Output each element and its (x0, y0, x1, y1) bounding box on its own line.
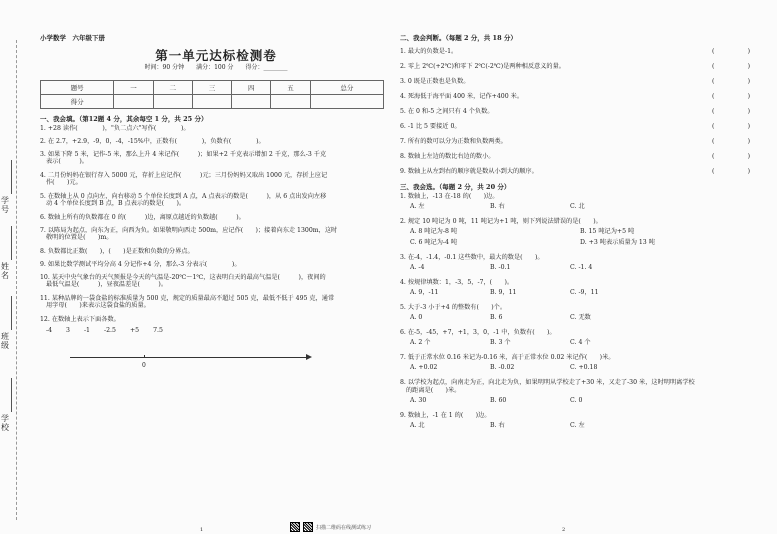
binding-class-label: 班级 (1, 332, 9, 350)
plot-number: -1 (83, 327, 90, 334)
choice-question-4: 4. 按规律填数：1，-3，5，-7，( )。 (400, 279, 514, 286)
answer-paren[interactable]: ( ) (712, 168, 750, 175)
judge-item: 5. 在 0 和-5 之间只有 4 个负数。 ( ) (400, 108, 750, 115)
question-1-7-cont: 敬明的位置是( )m。 (46, 234, 113, 241)
option[interactable]: C. 左 (570, 422, 585, 429)
plot-number: 3 (66, 327, 70, 334)
option[interactable]: C. 0 (570, 397, 583, 404)
question-1-7: 7. 以陈局为起点，向东为正，向西为负。如果敬明向西走 500m，应记作( )；接着向东走 1300m，这时 (40, 227, 338, 234)
score-cell: 五 (271, 81, 310, 95)
score-cell: 一 (114, 81, 153, 95)
page-title: 第一单元达标检测卷 (155, 48, 277, 63)
right-column (400, 34, 750, 437)
option[interactable]: A. 2 个 (410, 339, 431, 346)
student-no-blank (11, 160, 12, 194)
plot-number: +5 (129, 327, 140, 334)
score-cell: 总分 (310, 81, 383, 95)
school-blank (11, 378, 12, 412)
subject-header: 小学数学 六年级下册 (40, 34, 105, 42)
score-input-cell[interactable] (114, 95, 153, 109)
option[interactable]: B. 6 (490, 314, 503, 321)
option[interactable]: B. -0.02 (490, 364, 515, 371)
answer-paren[interactable]: ( ) (712, 48, 750, 55)
exam-meta: 时间：90 分钟 满分：100 分 得分：________ (144, 64, 288, 71)
option[interactable]: A. 30 (410, 397, 427, 404)
choice-question-2: 2. 规定 10 吨记为 0 吨，11 吨记为+1 吨，则下列说法错误的是( )。 (400, 218, 602, 225)
score-input-cell[interactable] (153, 95, 192, 109)
judge-item: 6. -1 比 5 要接近 0。 ( ) (400, 123, 750, 130)
question-1-3-cont: 表示( )。 (46, 158, 88, 165)
number-line-axis (70, 357, 310, 358)
option[interactable]: B. 60 (490, 397, 507, 404)
score-table-score-row (41, 95, 384, 109)
left-column (40, 34, 392, 375)
option[interactable]: A. 8 吨记为-8 吨 (410, 228, 458, 235)
question-1-12: 12. 在数轴上表示下面各数。 (40, 316, 120, 323)
options-6 (400, 339, 750, 347)
option[interactable]: B. 右 (490, 203, 505, 210)
footer (290, 522, 371, 532)
option[interactable]: B. 右 (490, 422, 505, 429)
answer-paren[interactable]: ( ) (712, 138, 750, 145)
option[interactable]: A. 9，-11 (410, 289, 439, 296)
number-line-origin-tick (144, 355, 145, 358)
options-7 (400, 364, 750, 372)
question-1-5-cont: 动 4 个单位长度到 B 点，B 点表示的数是( )。 (46, 200, 186, 207)
choice-question-5: 5. 大于-3 小于+4 的整数有( )个。 (400, 304, 507, 311)
options-5 (400, 314, 750, 322)
plot-number: 7.5 (153, 327, 163, 334)
question-1-4: 4. 二月份妈妈在银行存入 5000 元，存折上应记作( )元；三月份妈妈又取出 1000 元，存折上应记 (40, 172, 328, 179)
option[interactable]: D. +3 吨表示质量为 13 吨 (580, 239, 655, 246)
score-cell: 二 (153, 81, 192, 95)
qr-code-icon[interactable] (290, 522, 300, 532)
question-1-5: 5. 在数轴上从 0 点向左，向右移动 5 个单位长度到 A 点，A 点表示的数是( )，从 6 点出发向左移 (40, 193, 327, 200)
score-cell: 得分 (41, 95, 114, 109)
binding-dashed-line (16, 40, 17, 520)
answer-paren[interactable]: ( ) (712, 153, 750, 160)
option[interactable]: C. 无数 (570, 314, 591, 321)
number-line-zero-label: 0 (142, 362, 146, 369)
section2-title: 二、我会判断。（每题 2 分，共 18 分） (400, 34, 517, 42)
question-1-9: 9. 如果比数学测试平均分高 4 分记作+4 分，那么-3 分表示( )。 (40, 261, 241, 268)
judge-item: 9. 数轴上从左到右的顺序就是数从小到大的顺序。 ( ) (400, 168, 750, 175)
page-number-left: 1 (200, 527, 204, 533)
binding-school-label: 学校 (1, 414, 9, 432)
judge-item: 8. 数轴上左边的数比右边的数小。 ( ) (400, 153, 750, 160)
page-number-right: 2 (562, 527, 566, 533)
option[interactable]: A. 左 (410, 203, 425, 210)
section3-title: 三、我会选。（每题 2 分，共 20 分） (400, 183, 511, 191)
judge-item: 4. 死海低于海平面 400 米，记作+400 米。 ( ) (400, 93, 750, 100)
score-cell: 三 (192, 81, 231, 95)
score-input-cell[interactable] (232, 95, 271, 109)
choice-question-9: 9. 数轴上，-1 在 1 的( )边。 (400, 412, 491, 419)
qr-code-icon[interactable] (303, 522, 313, 532)
plot-number: -2.5 (104, 327, 116, 334)
choice-question-7: 7. 低于正常水位 0.16 米记为-0.16 米，高于正常水位 0.02 米记作( )米。 (400, 354, 615, 361)
option[interactable]: C. 北 (570, 203, 585, 210)
question-1-2: 2. 在 2.7，+2.9，-9，0，-4，-15%中，正数有( )，负数有( )。 (40, 138, 265, 145)
option[interactable]: C. 4 个 (570, 339, 591, 346)
option[interactable]: A. 0 (410, 314, 423, 321)
option[interactable]: B. 15 吨记为+5 吨 (580, 228, 635, 235)
options-1 (400, 203, 750, 211)
options-9 (400, 422, 750, 430)
binding-name-label: 姓名 (1, 262, 9, 280)
options-3 (400, 264, 750, 272)
choice-question-6: 6. 在-5，-45，+7，+1，3，0，-1 中，负数有( )。 (400, 329, 556, 336)
option[interactable]: A. -4 (410, 264, 425, 271)
choice-question-8-cont: 的距离是( )米。 (406, 387, 461, 394)
number-line-arrow (306, 354, 312, 360)
judge-item: 7. 所有的数可以分为正数和负数两类。 ( ) (400, 138, 750, 145)
choice-question-8: 8. 以学校为起点，向南走为正，向北走为负，如果明明从学校走了+30 米，又走了-30 米，这时明明离学校 (400, 379, 695, 386)
answer-paren[interactable]: ( ) (712, 108, 750, 115)
choice-question-3: 3. 在-4，-1.4，-0.1 这些数中，最大的数是( )。 (400, 254, 544, 261)
question-1-11-cont: 用字母( )来表示这袋食盐的质量。 (46, 302, 150, 309)
score-input-cell[interactable] (271, 95, 310, 109)
option[interactable]: C. -1. 4 (570, 264, 593, 271)
score-table (40, 80, 384, 109)
name-blank (11, 226, 12, 260)
score-table-header-row (41, 81, 384, 95)
number-line (40, 335, 392, 375)
options-8 (400, 397, 750, 405)
answer-paren[interactable]: ( ) (712, 63, 750, 70)
judge-item: 1. 最大的负数是-1。 ( ) (400, 48, 750, 55)
plot-number: -4 (46, 327, 53, 334)
section1-title: 一、我会填。（第12题 4 分，其余每空 1 分，共 25 分） (40, 115, 208, 123)
question-1-10-cont: 最低气温是( )，昼夜温差是( )。 (46, 281, 168, 288)
options-2a (400, 228, 750, 236)
judge-item: 2. 零上 2℃(+2℃)和零下 2℃(-2℃)是两种相反意义的量。 ( ) (400, 63, 750, 70)
choice-question-1: 1. 数轴上，-13 在-18 的( )边。 (400, 193, 499, 200)
question-1-10: 10. 某天中央气象台的天气预报是今天的气温是-20℃～1℃，这表明白天的最高气温是( )，夜间的 (40, 274, 326, 281)
score-cell: 题号 (41, 81, 114, 95)
option[interactable]: B. -0.1 (490, 264, 511, 271)
option[interactable]: B. 9，11 (490, 289, 517, 296)
answer-paren[interactable]: ( ) (712, 93, 750, 100)
option[interactable]: A. +0.02 (410, 364, 438, 371)
question-1-4-cont: 作( )元。 (46, 179, 82, 186)
score-input-cell[interactable] (192, 95, 231, 109)
binding-margin (0, 0, 24, 534)
option[interactable]: C. -9，11 (570, 289, 599, 296)
question-1-6: 6. 数轴上所有的负数都在 0 的( )边，离原点越近的负数越( )。 (40, 214, 245, 221)
score-cell: 四 (232, 81, 271, 95)
option[interactable]: C. +0.18 (570, 364, 598, 371)
answer-paren[interactable]: ( ) (712, 123, 750, 130)
options-2b (400, 239, 750, 247)
binding-student-no-label: 学号 (1, 196, 9, 214)
class-blank (11, 296, 12, 330)
question-1-11: 11. 某种品牌的一袋食盐的标准质量为 500 克，规定的质量最高不超过 505 克，最低不低于 495 克，通常 (40, 295, 335, 302)
option[interactable]: C. 6 吨记为-4 吨 (410, 239, 458, 246)
question-1-1: 1. +28 读作( )，"负二点六"写作( )。 (40, 125, 190, 132)
numbers-to-plot (40, 327, 392, 335)
question-1-3: 3. 如果下降 5 米，记作-5 米，那么上升 4 米记作( )；如果+2 千克表示增加 2 千克，那么-3 千克 (40, 151, 327, 158)
question-1-8: 8. 负数都比正数( )，( )是正数和负数的分界点。 (40, 248, 194, 255)
option[interactable]: A. 北 (410, 422, 425, 429)
footer-text: 扫描二维码在线测试练习 (316, 524, 372, 531)
options-4 (400, 289, 750, 297)
score-input-cell[interactable] (310, 95, 383, 109)
judge-item: 3. 0 既是正数也是负数。 ( ) (400, 78, 750, 85)
option[interactable]: B. 3 个 (490, 339, 511, 346)
answer-paren[interactable]: ( ) (712, 78, 750, 85)
